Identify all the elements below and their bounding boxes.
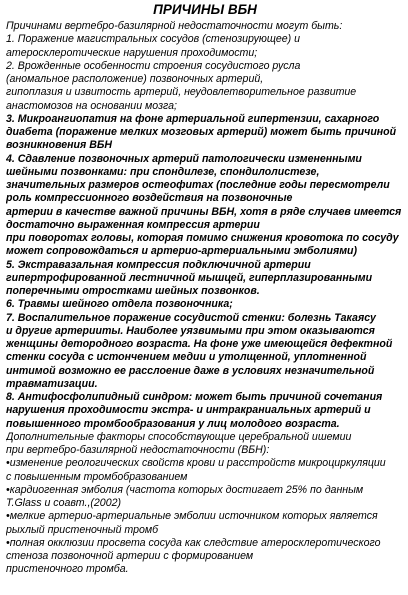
text-line: и другие артерииты. Наиболее уязвимыми при этом оказываются <box>6 324 375 337</box>
text-line: •изменение реологических свойств крови и расстройств микроциркуляции <box>6 457 386 470</box>
text-line: Дополнительные факторы способствующие церебральной ишемии <box>6 430 352 443</box>
text-line: •кардиогенная эмболия (частота которых достигает 25% по данным <box>6 483 364 496</box>
text-line: гипертрофированной лестничной мышцей, гиперплазированными <box>6 271 373 284</box>
text-line: повышенного тромбообразования у лиц молодого возраста. <box>6 417 340 430</box>
text-line: 8. Антифосфолипидный синдром: может быть причиной сочетания <box>6 391 383 403</box>
text-line: 7. Воспалительное поражение сосудистой стенки: болезнь Такаясу <box>6 311 376 324</box>
text-line: пристеночного тромба. <box>6 563 129 576</box>
text-line: гипоплазия и извитость артерий, неудовлетворительное развитие <box>6 86 357 99</box>
text-line: 2. Врожденные особенности строения сосудистого русла <box>6 59 301 72</box>
text-line: интимой возможно ее расслоение даже в условиях незначительной <box>6 364 375 377</box>
text-line: 5. Экстравазальная компрессия подключичной артерии <box>6 258 311 271</box>
text-line: рыхлый пристеночный тромб <box>6 523 159 536</box>
text-line: 3. Микроангиопатия на фоне артериальной гипертензии, сахарного <box>6 112 380 125</box>
text-line: значительных размеров остеофитах (последние годы пересмотрели <box>6 179 390 191</box>
text-line: достаточно выраженная компрессия артерии <box>6 218 260 231</box>
text-line: травматизации. <box>6 377 98 390</box>
text-line: артерии в качестве важной причины ВБН, хотя в ряде случаев имеется <box>6 205 402 218</box>
text-line: может сопровождаться и артерио-артериальными эмболиями) <box>6 245 358 258</box>
text-line: роль компрессионного воздействия на позвоночные <box>6 192 293 205</box>
text-line: диабета (поражение мелких мозговых артерий) может быть причиной <box>6 126 397 138</box>
text-line: 6. Травмы шейного отдела позвоночника; <box>6 298 233 311</box>
text-line: при вертебро-базилярной недостаточности (ВБН): <box>6 444 270 456</box>
text-line: поперечными отростками шейных позвонков. <box>6 285 260 297</box>
text-line: шейными позвонками: при спондилезе, спондилолистезе, <box>6 165 320 178</box>
text-line: атеросклеротические нарушения проходимости; <box>6 46 258 59</box>
text-line: Причинами вертебро-базилярной недостаточности могут быть: <box>6 20 343 32</box>
text-line: •мелкие артерио-артериальные эмболии источником которых является <box>6 510 378 523</box>
text-line: при поворотах головы, которая помимо снижения кровотока по сосуду <box>6 232 399 244</box>
text-line: (аномальное расположение) позвоночных артерий, <box>6 73 264 85</box>
text-line: 1. Поражение магистральных сосудов (стенозирующее) и <box>6 33 301 46</box>
text-line: женщины детородного возраста. На фоне уже имеющейся дефектной <box>6 338 393 350</box>
text-line: нарушения проходимости экстра- и интракраниальных артерий и <box>6 404 371 417</box>
text-line: с повышенным тромбобразованием <box>6 470 188 483</box>
text-line: возникновения ВБН <box>6 139 112 152</box>
text-line: анастомозов на основании мозга; <box>6 99 177 112</box>
document-body <box>6 20 404 577</box>
text-line: •полная окклюзии просвета сосуда как следствие атеросклеротического <box>6 536 381 549</box>
text-line: T.Glass и соавт.,(2002) <box>6 497 122 509</box>
text-line: 4. Сдавление позвоночных артерий патологически измененными <box>6 152 362 165</box>
document-title: ПРИЧИНЫ ВБН <box>153 2 257 17</box>
text-line: стеноза позвоночной артерии с формированием <box>6 550 254 562</box>
text-line: стенки сосуда с истончением медии и утолщенной, уплотненной <box>6 351 367 364</box>
